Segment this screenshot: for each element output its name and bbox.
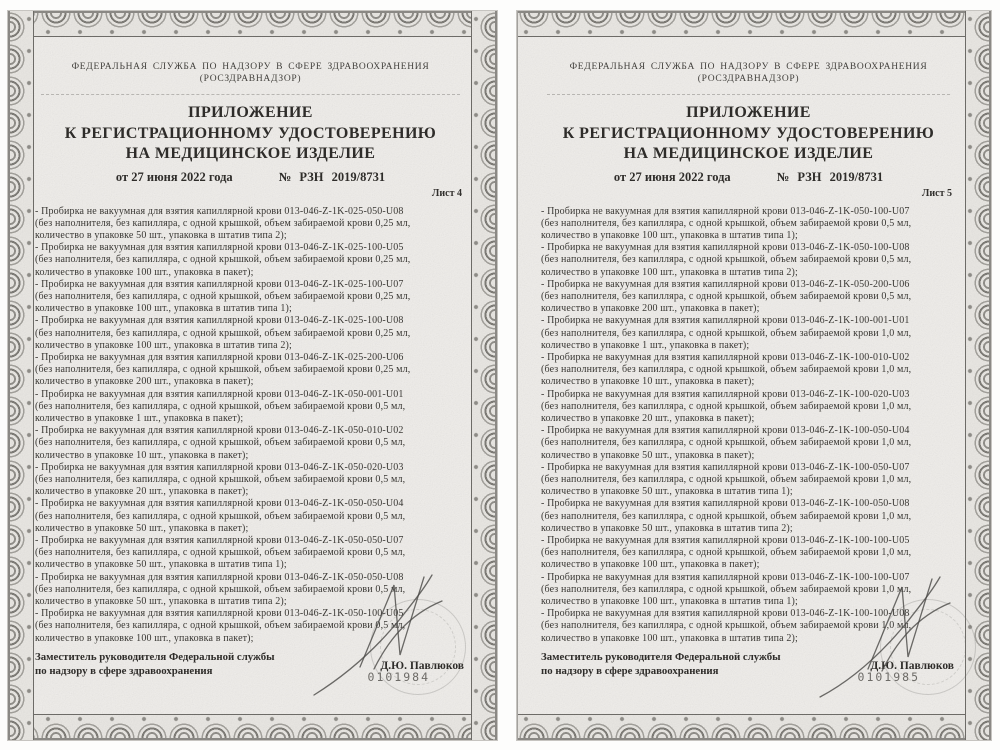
list-item-line: - Пробирка не вакуумная для взятия капиллярной крови 013-046-Z-1K-050-050-U04 <box>35 498 404 510</box>
list-item-line: - Пробирка не вакуумная для взятия капиллярной крови 013-046-Z-1K-100-050-U04 <box>541 425 910 437</box>
document-page-2 <box>517 11 991 740</box>
list-item-line: - Пробирка не вакуумная для взятия капиллярной крови 013-046-Z-1K-100-100-U08 <box>541 608 910 620</box>
signer-title-line-2: по надзору в сфере здравоохранения <box>541 664 719 677</box>
list-item <box>541 389 956 426</box>
title-line-2: К РЕГИСТРАЦИОННОМУ УДОСТОВЕРЕНИЮ <box>562 124 935 142</box>
list-item-line: (без наполнителя, без капилляра, с одной крышкой, объем забираемой крови 1,0 мл, <box>541 510 912 522</box>
list-item-line: (без наполнителя, без капилляра, с одной крышкой, объем забираемой крови 1,0 мл, <box>541 620 912 632</box>
title-line-2: К РЕГИСТРАЦИОННОМУ УДОСТОВЕРЕНИЮ <box>64 124 437 142</box>
meta-row <box>541 170 956 185</box>
list-item <box>35 425 466 462</box>
list-item-line: (без наполнителя, без капилляра, с одной крышкой, объем забираемой крови 0,5 мл, <box>35 547 406 559</box>
guilloche-border-bottom <box>518 714 991 740</box>
list-item <box>541 279 956 316</box>
list-item-line: (без наполнителя, без капилляра, с одной крышкой, объем забираемой крови 0,5 мл, <box>541 217 912 229</box>
signer-title-line-1: Заместитель руководителя Федеральной службы <box>35 650 275 663</box>
list-item-line: количество в упаковке 100 шт., упаковка в штатив типа 1); <box>541 596 798 607</box>
list-item <box>541 352 956 389</box>
list-item-line: - Пробирка не вакуумная для взятия капиллярной крови 013-046-Z-1K-025-100-U08 <box>35 315 404 327</box>
list-item-line: - Пробирка не вакуумная для взятия капиллярной крови 013-046-Z-1K-050-050-U07 <box>35 534 404 546</box>
document-title <box>541 103 956 165</box>
list-item <box>35 572 466 609</box>
list-item <box>541 425 956 462</box>
list-item <box>541 572 956 609</box>
list-item-line: (без наполнителя, без капилляра, с одной крышкой, объем забираемой крови 1,0 мл, <box>541 583 912 595</box>
list-item-line: (без наполнителя, без капилляра, с одной крышкой, объем забираемой крови 0,5 мл, <box>35 473 406 485</box>
list-item <box>35 242 466 279</box>
guilloche-border-top <box>518 11 991 37</box>
list-item-line: количество в упаковке 200 шт., упаковка в пакет); <box>35 376 254 388</box>
list-item-line: - Пробирка не вакуумная для взятия капиллярной крови 013-046-Z-1K-025-200-U06 <box>35 351 404 363</box>
issue-date: от 27 июня 2022 года <box>613 169 731 184</box>
list-item <box>541 535 956 572</box>
list-item-line: (без наполнителя, без капилляра, с одной крышкой, объем забираемой крови 0,25 мл, <box>35 364 411 376</box>
list-item-line: (без наполнителя, без капилляра, с одной крышкой, объем забираемой крови 0,5 мл, <box>35 620 406 632</box>
list-item <box>541 462 956 499</box>
form-serial-number: 0101985 <box>857 670 920 684</box>
list-item <box>35 498 466 535</box>
list-item-line: количество в упаковке 20 шт., упаковка в пакет); <box>541 412 755 424</box>
list-item <box>541 315 956 352</box>
signer-title-line-2: по надзору в сфере здравоохранения <box>35 664 213 677</box>
list-item <box>35 389 466 426</box>
agency-name: ФЕДЕРАЛЬНАЯ СЛУЖБА ПО НАДЗОРУ В СФЕРЕ ЗДРАВООХРАНЕНИЯ <box>71 62 430 72</box>
list-item-line: количество в упаковке 50 шт., упаковка в пакет); <box>35 522 249 534</box>
list-item-line: количество в упаковке 100 шт., упаковка в штатив типа 2); <box>35 339 292 351</box>
list-item <box>541 206 956 243</box>
guilloche-border-bottom <box>8 714 497 740</box>
list-item-line: - Пробирка не вакуумная для взятия капиллярной крови 013-046-Z-1K-100-050-U07 <box>541 461 910 473</box>
list-item-line: (без наполнителя, без капилляра, с одной крышкой, объем забираемой крови 0,5 мл, <box>541 254 912 266</box>
list-item-line: (без наполнителя, без капилляра, с одной крышкой, объем забираемой крови 1,0 мл, <box>541 547 912 559</box>
list-item-line: - Пробирка не вакуумная для взятия капиллярной крови 013-046-Z-1K-050-050-U08 <box>35 571 404 583</box>
list-item-line: - Пробирка не вакуумная для взятия капиллярной крови 013-046-Z-1K-050-100-U05 <box>35 608 404 620</box>
list-item-line: (без наполнителя, без капилляра, с одной крышкой, объем забираемой крови 0,5 мл, <box>541 290 912 302</box>
signer-title-line-1: Заместитель руководителя Федеральной службы <box>541 650 781 663</box>
list-item-line: (без наполнителя, без капилляра, с одной крышкой, объем забираемой крови 0,5 мл, <box>35 510 406 522</box>
list-item-line: - Пробирка не вакуумная для взятия капиллярной крови 013-046-Z-1K-050-010-U02 <box>35 425 404 437</box>
registration-number: № РЗН 2019/8731 <box>776 169 884 184</box>
page-content <box>541 36 956 714</box>
list-item-line: количество в упаковке 50 шт., упаковка в штатив типа 2); <box>541 522 793 534</box>
list-item-line: (без наполнителя, без капилляра, с одной крышкой, объем забираемой крови 0,25 мл, <box>35 217 411 229</box>
list-item <box>541 608 956 645</box>
list-item <box>35 535 466 572</box>
list-item-line: - Пробирка не вакуумная для взятия капиллярной крови 013-046-Z-1K-025-100-U07 <box>35 278 404 290</box>
signer-name: Д.Ю. Павлюков <box>380 659 464 672</box>
title-line-3: НА МЕДИЦИНСКОЕ ИЗДЕЛИЕ <box>125 145 376 162</box>
list-item-line: количество в упаковке 100 шт., упаковка в штатив типа 2); <box>541 266 798 278</box>
guilloche-border-right <box>965 11 991 740</box>
list-item-line: (без наполнителя, без капилляра, с одной крышкой, объем забираемой крови 0,5 мл, <box>35 583 406 595</box>
list-item-line: (без наполнителя, без капилляра, с одной крышкой, объем забираемой крови 0,25 мл, <box>35 254 411 266</box>
page-content <box>35 36 466 714</box>
document-title <box>35 103 466 165</box>
list-item-line: количество в упаковке 50 шт., упаковка в штатив типа 2); <box>35 229 287 241</box>
list-item-line: количество в упаковке 100 шт., упаковка в штатив типа 2); <box>541 632 798 644</box>
list-item-line: - Пробирка не вакуумная для взятия капиллярной крови 013-046-Z-1K-100-100-U05 <box>541 534 910 546</box>
list-item-line: количество в упаковке 10 шт., упаковка в пакет); <box>35 449 249 461</box>
list-item-line: (без наполнителя, без капилляра, с одной крышкой, объем забираемой крови 1,0 мл, <box>541 437 912 449</box>
list-item-line: количество в упаковке 200 шт., упаковка в пакет); <box>541 303 760 315</box>
list-item-line: - Пробирка не вакуумная для взятия капиллярной крови 013-046-Z-1K-050-100-U07 <box>541 205 910 217</box>
title-line-3: НА МЕДИЦИНСКОЕ ИЗДЕЛИЕ <box>623 145 874 162</box>
list-item-line: - Пробирка не вакуумная для взятия капиллярной крови 013-046-Z-1K-100-020-U03 <box>541 388 910 400</box>
sheet-number: Лист 5 <box>921 187 952 199</box>
list-item-line: (без наполнителя, без капилляра, с одной крышкой, объем забираемой крови 1,0 мл, <box>541 327 912 339</box>
list-item <box>35 315 466 352</box>
list-item-line: - Пробирка не вакуумная для взятия капиллярной крови 013-046-Z-1K-050-001-U01 <box>35 388 404 400</box>
signer-title <box>541 650 781 678</box>
guilloche-border-left <box>8 11 34 740</box>
list-item-line: количество в упаковке 10 шт., упаковка в пакет); <box>541 376 755 388</box>
list-item <box>35 462 466 499</box>
list-item-line: - Пробирка не вакуумная для взятия капиллярной крови 013-046-Z-1K-100-001-U01 <box>541 315 910 327</box>
signer-title <box>35 650 275 678</box>
title-line-1: ПРИЛОЖЕНИЕ <box>188 104 313 121</box>
list-item <box>35 608 466 645</box>
agency-short-name: (РОСЗДРАВНАДЗОР) <box>199 74 302 84</box>
list-item-line: количество в упаковке 20 шт., упаковка в пакет); <box>35 486 249 498</box>
list-item <box>35 279 466 316</box>
list-item <box>35 206 466 243</box>
list-item-line: - Пробирка не вакуумная для взятия капиллярной крови 013-046-Z-1K-025-100-U05 <box>35 242 404 254</box>
agency-name: ФЕДЕРАЛЬНАЯ СЛУЖБА ПО НАДЗОРУ В СФЕРЕ ЗДРАВООХРАНЕНИЯ <box>569 62 928 72</box>
list-item-line: (без наполнителя, без капилляра, с одной крышкой, объем забираемой крови 0,5 мл, <box>35 437 406 449</box>
list-item-line: - Пробирка не вакуумная для взятия капиллярной крови 013-046-Z-1K-050-020-U03 <box>35 461 404 473</box>
faint-divider <box>547 94 950 95</box>
list-item-line: количество в упаковке 100 шт., упаковка в пакет); <box>35 632 254 644</box>
list-item-line: количество в упаковке 50 шт., упаковка в штатив типа 1); <box>541 486 793 498</box>
sheet-number: Лист 4 <box>431 187 462 199</box>
guilloche-border-right <box>471 11 497 740</box>
list-item-line: - Пробирка не вакуумная для взятия капиллярной крови 013-046-Z-1K-100-100-U07 <box>541 571 910 583</box>
form-serial-number: 0101984 <box>367 670 430 684</box>
list-item-line: количество в упаковке 100 шт., упаковка в пакет); <box>35 266 254 278</box>
faint-divider <box>41 94 460 95</box>
list-item <box>541 242 956 279</box>
list-item <box>541 498 956 535</box>
list-item-line: - Пробирка не вакуумная для взятия капиллярной крови 013-046-Z-1K-100-010-U02 <box>541 351 910 363</box>
list-item-line: - Пробирка не вакуумная для взятия капиллярной крови 013-046-Z-1K-100-050-U08 <box>541 498 910 510</box>
guilloche-border-top <box>8 11 497 37</box>
item-list <box>541 206 956 645</box>
signer-name: Д.Ю. Павлюков <box>870 659 954 672</box>
list-item-line: (без наполнителя, без капилляра, с одной крышкой, объем забираемой крови 1,0 мл, <box>541 400 912 412</box>
document-page-1 <box>8 11 497 740</box>
agency-header <box>541 61 956 85</box>
list-item-line: - Пробирка не вакуумная для взятия капиллярной крови 013-046-Z-1K-050-100-U08 <box>541 242 910 254</box>
list-item-line: количество в упаковке 100 шт., упаковка в штатив типа 1); <box>35 303 292 315</box>
list-item <box>35 352 466 389</box>
list-item-line: количество в упаковке 50 шт., упаковка в штатив типа 2); <box>35 596 287 607</box>
list-item-line: количество в упаковке 1 шт., упаковка в пакет); <box>35 412 244 424</box>
list-item-line: количество в упаковке 50 шт., упаковка в пакет); <box>541 449 755 461</box>
registration-number: № РЗН 2019/8731 <box>278 169 386 184</box>
list-item-line: (без наполнителя, без капилляра, с одной крышкой, объем забираемой крови 1,0 мл, <box>541 364 912 376</box>
list-item-line: количество в упаковке 50 шт., упаковка в штатив типа 1); <box>35 559 287 571</box>
list-item-line: (без наполнителя, без капилляра, с одной крышкой, объем забираемой крови 0,5 мл, <box>35 400 406 412</box>
issue-date: от 27 июня 2022 года <box>115 169 233 184</box>
agency-header <box>35 61 466 85</box>
item-list <box>35 206 466 645</box>
list-item-line: - Пробирка не вакуумная для взятия капиллярной крови 013-046-Z-1K-025-050-U08 <box>35 205 404 217</box>
list-item-line: количество в упаковке 100 шт., упаковка в штатив типа 1); <box>541 229 798 241</box>
agency-short-name: (РОСЗДРАВНАДЗОР) <box>697 74 800 84</box>
list-item-line: (без наполнителя, без капилляра, с одной крышкой, объем забираемой крови 0,25 мл, <box>35 290 411 302</box>
list-item-line: (без наполнителя, без капилляра, с одной крышкой, объем забираемой крови 1,0 мл, <box>541 473 912 485</box>
list-item-line: (без наполнителя, без капилляра, с одной крышкой, объем забираемой крови 0,25 мл, <box>35 327 411 339</box>
meta-row <box>35 170 466 185</box>
title-line-1: ПРИЛОЖЕНИЕ <box>686 104 811 121</box>
list-item-line: - Пробирка не вакуумная для взятия капиллярной крови 013-046-Z-1K-050-200-U06 <box>541 278 910 290</box>
list-item-line: количество в упаковке 1 шт., упаковка в пакет); <box>541 339 750 351</box>
list-item-line: количество в упаковке 100 шт., упаковка в пакет); <box>541 559 760 571</box>
